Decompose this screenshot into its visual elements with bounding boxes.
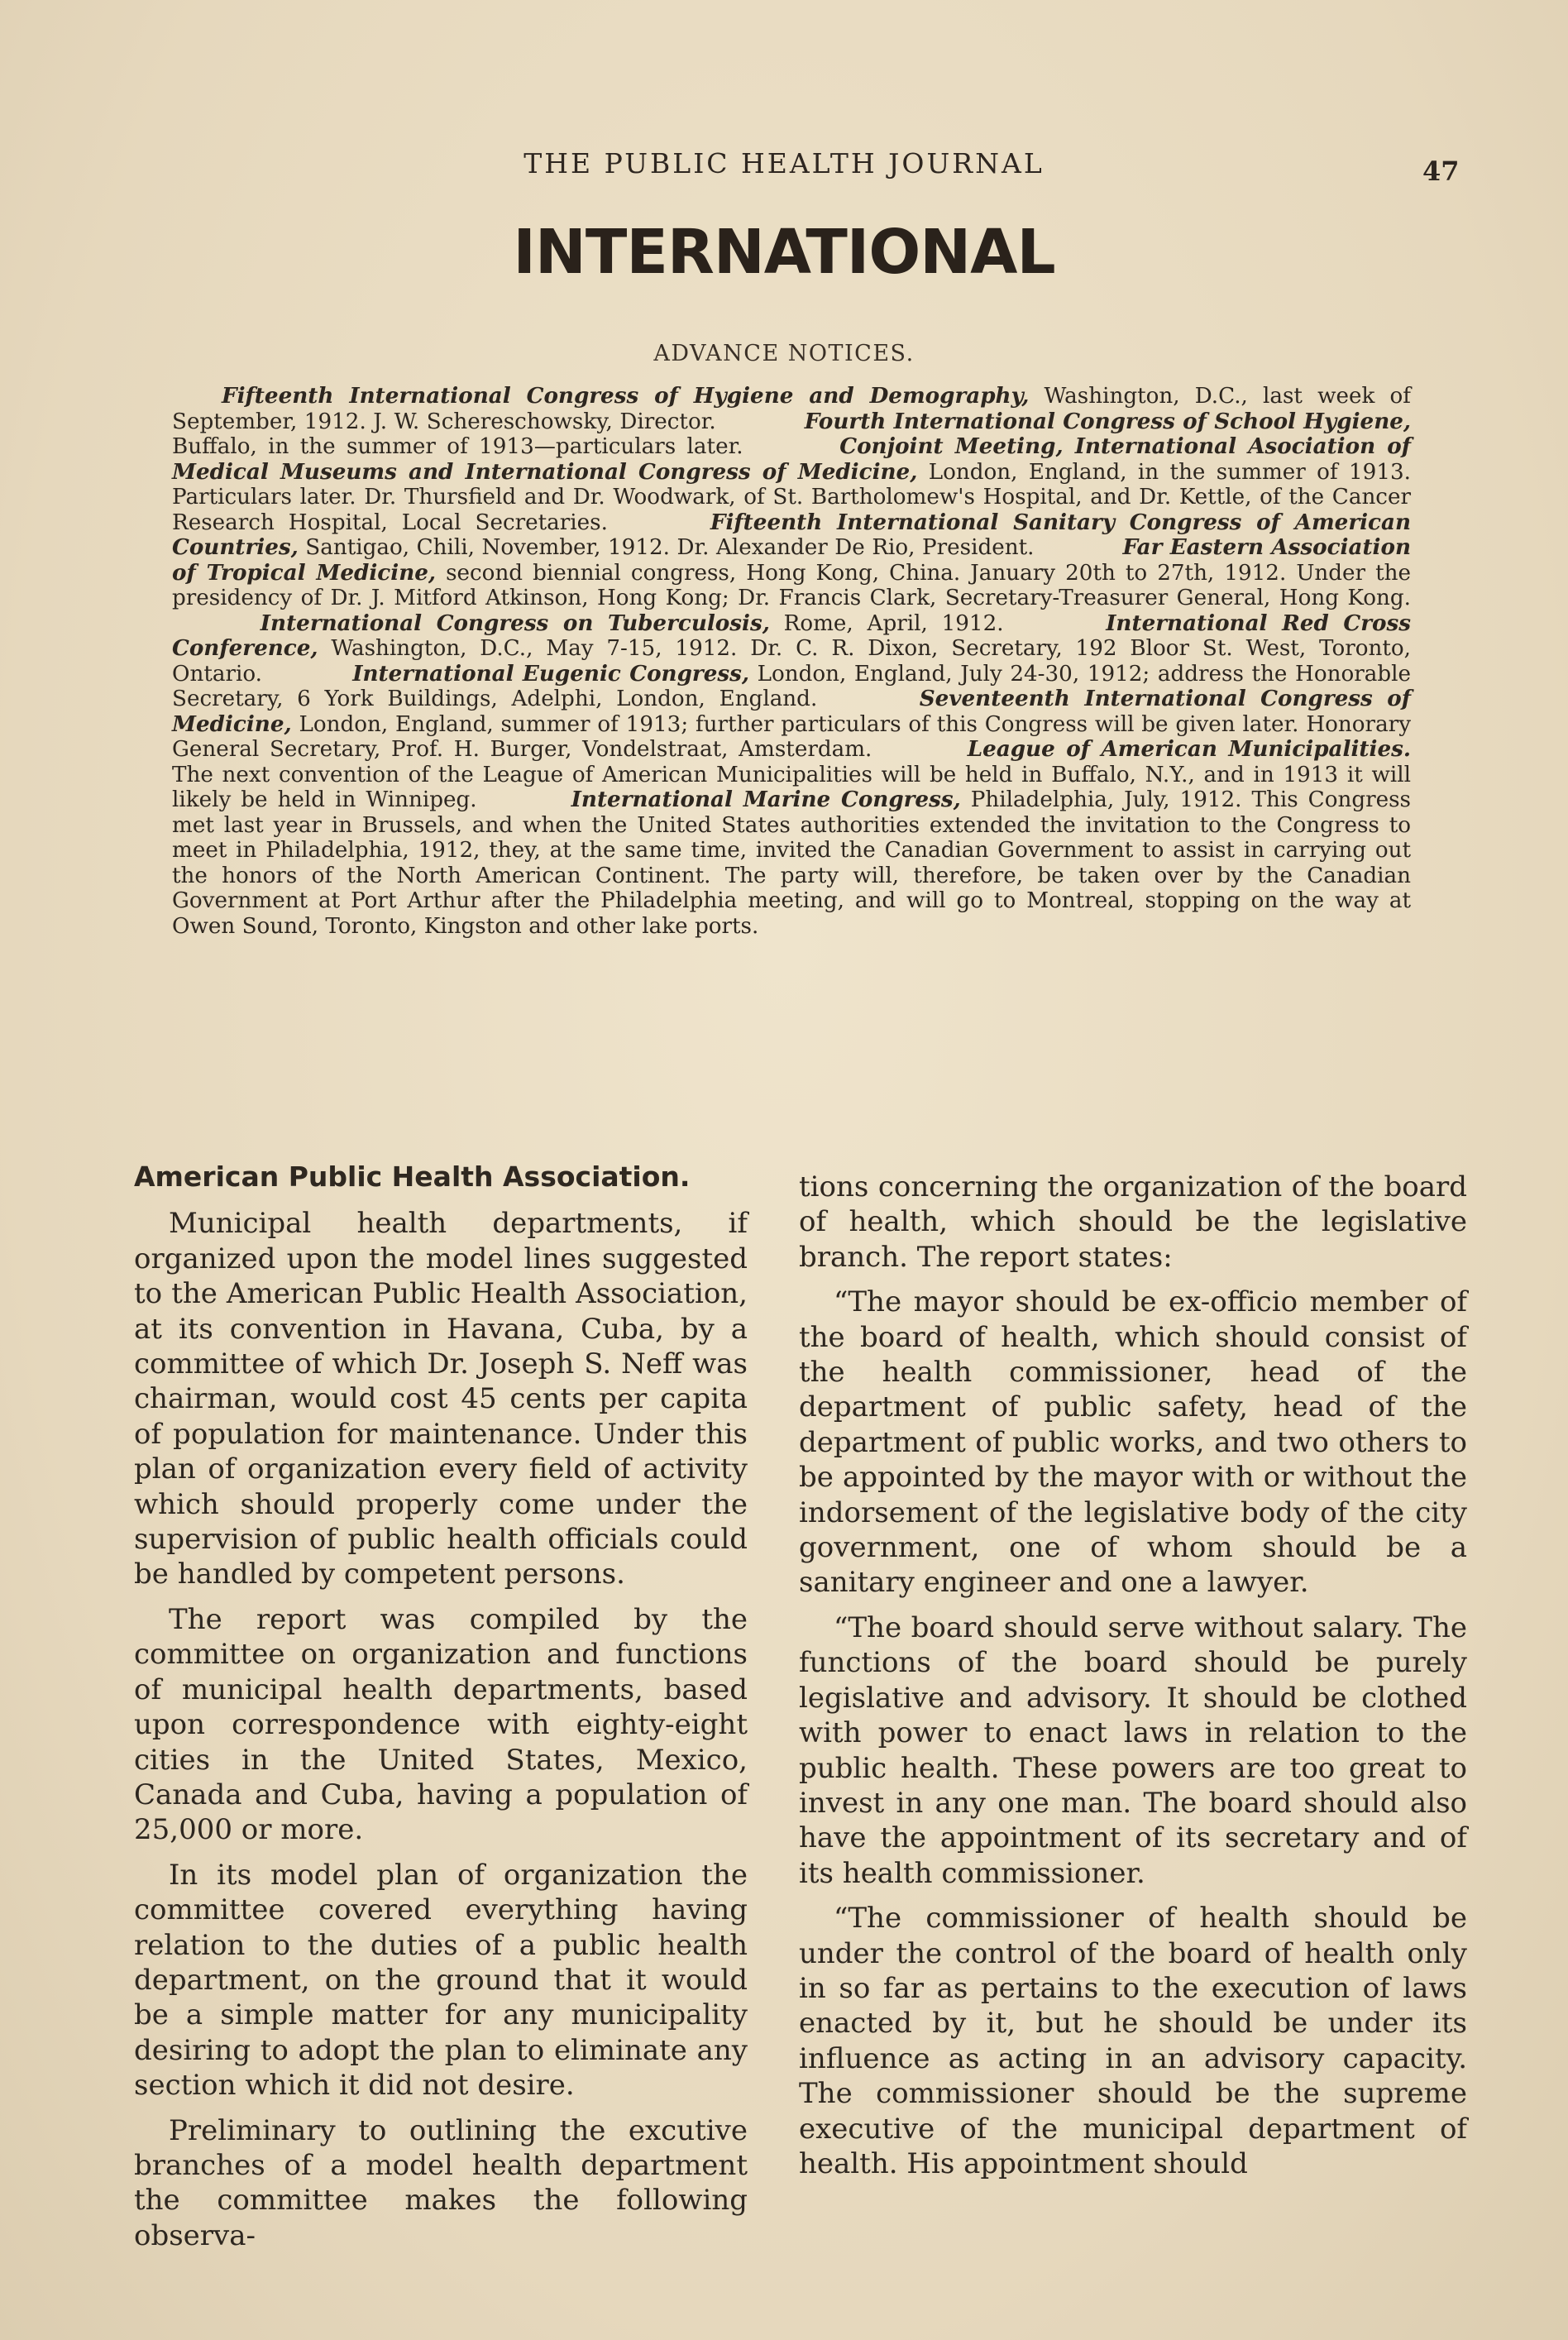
notice-item: Seventeenth International Congress of Medicine, London, England, summer of 1913; further particulars of this Congress will be given later. Honorary General Secretary, Prof. H. Burger, Vondelstraat, Amsterdam. [172,686,1412,762]
article-paragraph: Municipal health departments, if organized upon the model lines suggested to the American Public Health Association, at its convention in Havana, Cuba, by a committee of which Dr. Joseph S. Neff was chairman, would cost 45 cents per capita of population for maintenance. Under this plan of organization every field of activity which should properly come under the supervision of public health officials could be handled by competent persons. [134,1207,748,1591]
notice-item: Fifteenth International Sanitary Congress of American Countries, Santigao, Chili, November, 1912. Dr. Alexander De Rio, President. [172,509,1412,560]
article-title: American Public Health Association. [134,1160,691,1193]
notice-item: League of American Municipalities. The next convention of the League of American Municipalities will be held in Buffalo, N.Y., and in 1913 it will likely be held in Winnipeg. [172,736,1411,812]
advance-notices [172,384,1411,939]
section-title: INTERNATIONAL [513,217,1055,288]
notice-item: International Eugenic Congress, London, England, July 24-30, 1912; address the Honorable Secretary, 6 York Buildings, Adelphi, London, England. [172,660,1411,711]
notice-item: International Marine Congress, Philadelphia, July, 1912. This Congress met last year in Brussels, and when the United States authorities extended the invitation to the Congress to meet in Philadelphia, 1912, they, at the same time, invited the Canadian Government to assist in carrying out the honors of the North American Continent. The party will, therefore, be taken over by the Canadian Government at Port Arthur after the Philadelphia meeting, and will go to Montreal, stopping on the way at Owen Sound, Toronto, Kingston and other lake ports. [172,787,1411,939]
article-column-right [799,1170,1467,2191]
notice-item: Fourth International Congress of School Hygiene, Buffalo, in the summer of 1913—particulars later. [172,408,1412,459]
article-paragraph: Preliminary to outlining the excutive branches of a model health department the committee makes the following observa- [134,2113,748,2252]
article-paragraph: “The board should serve without salary. The functions of the board should be purely legislative and advisory. It should be clothed with power to enact laws in relation to the public health. These powers are too great to invest in any one man. The board should also have the appointment of its secretary and of its health commissioner. [799,1610,1467,1890]
notice-item: Conjoint Meeting, International Asociation of Medical Museums and International Congress of Medicine, London, England, in the summer of 1913. Particulars later. Dr. Thursfield and Dr. Woodwark, of St. Bartholomew's Hospital, and Dr. Kettle, of the Cancer Research Hospital, Local Secretaries. [172,433,1412,535]
article-paragraph: “The mayor should be ex-officio member of the board of health, which should consist of the health commissioner, head of the department of public safety, head of the department of public works, and two others to be appointed by the mayor with or without the indorsement of the legislative body of the city government, one of whom should be a sanitary engineer and one a lawyer. [799,1285,1467,1600]
section-subhead: ADVANCE NOTICES. [653,341,915,366]
article-paragraph: “The commissioner of health should be under the control of the board of health only in so far as pertains to the execution of laws enacted by it, but he should be under its influence as acting in an advisory capacity. The commissioner should be the supreme executive of the municipal department of health. His appointment should [799,1902,1467,2180]
page-number: 47 [1422,156,1460,187]
article-paragraph: The report was compiled by the committee on organization and functions of municipal health departments, based upon correspondence with eighty-eight cities in the United States, Mexico, Canada and Cuba, having a population of 25,000 or more. [134,1602,748,1847]
notice-item: Far Eastern Association of Tropical Medicine, second biennial congress, Hong Kong, China. January 20th to 27th, 1912. Under the presidency of Dr. J. Mitford Atkinson, Hong Kong; Dr. Francis Clark, Secretary-Treasurer General, Hong Kong. [172,534,1412,610]
article-paragraph: In its model plan of organization the committee covered everything having relation to the duties of a public health department, on the ground that it would be a simple matter for any municipality desiring to adopt the plan to eliminate any section which it did not desire. [134,1858,748,2103]
article-paragraph: tions concerning the organization of the board of health, which should be the legislative branch. The report states: [799,1170,1467,1274]
article-column-left [134,1160,748,2263]
notice-item: Fifteenth International Congress of Hygiene and Demography, Washington, D.C., last week of September, 1912. J. W. Schereschowsky, Director. [172,383,1411,434]
running-head: THE PUBLIC HEALTH JOURNAL [523,147,1045,179]
notice-item: International Red Cross Conference, Washington, D.C., May 7-15, 1912. Dr. C. R. Dixon, Secretary, 192 Bloor St. West, Toronto, Ontario. [172,610,1412,687]
notice-item: International Congress on Tuberculosis, Rome, April, 1912. [260,610,1004,636]
